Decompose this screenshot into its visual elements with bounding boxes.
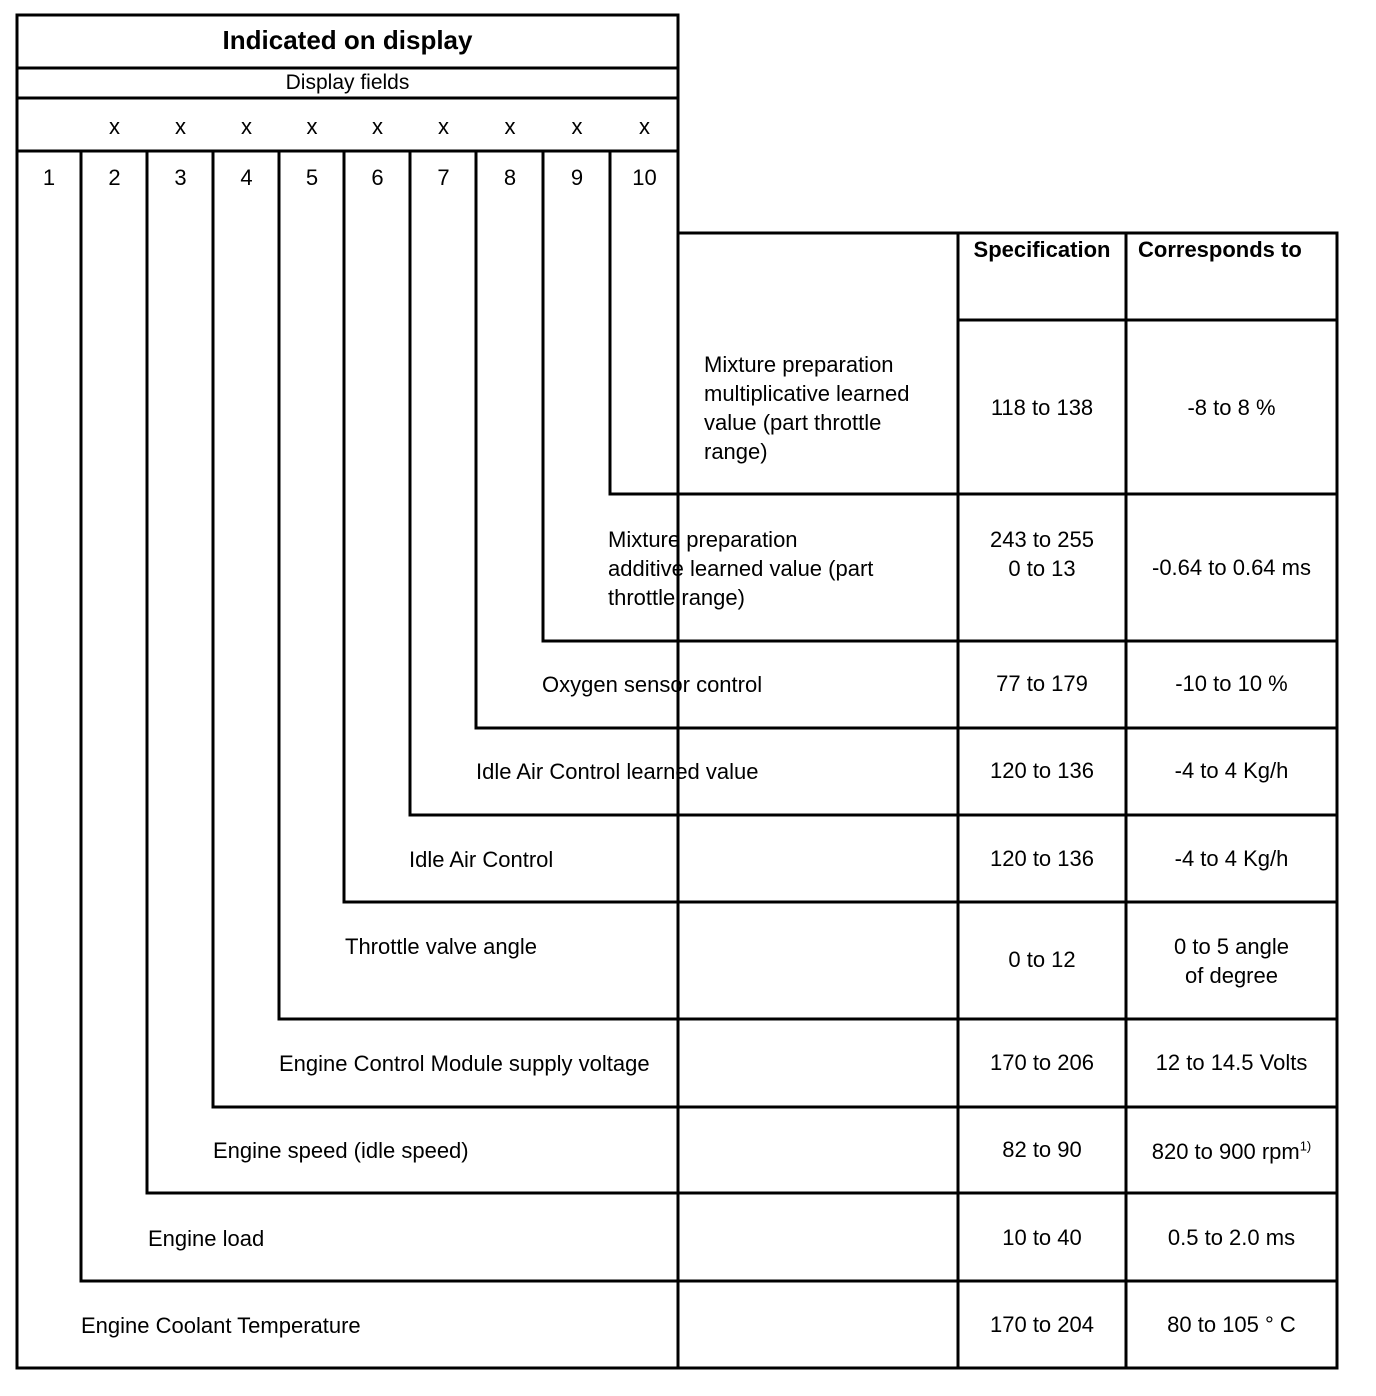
row-corresponds-cell	[1126, 1137, 1337, 1166]
display-mark: x	[372, 114, 383, 139]
field-number: 1	[42, 165, 56, 190]
row-label: Idle Air Control	[409, 847, 554, 872]
field-number: 7	[437, 165, 450, 190]
field-number: 3	[174, 165, 187, 190]
row-spec: 170 to 204	[990, 1312, 1094, 1337]
row-label: Oxygen sensor control	[542, 672, 763, 697]
display-mark: x	[438, 114, 449, 139]
row-label: Mixture preparation additive learned value (part throttle range)	[608, 527, 874, 610]
field-number: 8	[503, 165, 517, 190]
field-number: 4	[240, 165, 253, 190]
field-number: 10	[632, 165, 657, 190]
row-label: Engine speed (idle speed)	[213, 1138, 469, 1163]
display-mark: x	[306, 114, 318, 139]
display-fields-label: Display fields	[285, 71, 410, 94]
row-corresponds: 0.5 to 2.0 ms	[1167, 1225, 1296, 1250]
display-mark: x	[109, 114, 120, 139]
row-corresponds: -8 to 8 %	[1187, 395, 1276, 420]
row-spec: 170 to 206	[990, 1050, 1094, 1075]
row-spec: 120 to 136	[990, 758, 1094, 783]
row-spec: 77 to 179	[996, 671, 1088, 696]
row-spec: 82 to 90	[1002, 1137, 1082, 1162]
row-spec: 120 to 136	[990, 846, 1094, 871]
field-number: 6	[371, 165, 384, 190]
row-corresponds: -10 to 10 %	[1175, 671, 1288, 696]
row-label: Engine Control Module supply voltage	[279, 1051, 650, 1076]
row-label: Engine Coolant Temperature	[81, 1313, 361, 1338]
display-mark: x	[241, 114, 252, 139]
row-spec: 10 to 40	[1002, 1225, 1082, 1250]
row-corresponds: -4 to 4 Kg/h	[1174, 758, 1289, 783]
field-number: 9	[570, 165, 584, 190]
row-corresponds: -0.64 to 0.64 ms	[1152, 555, 1311, 580]
row-corresponds: 820 to 900 rpm	[1151, 1139, 1300, 1164]
row-corresponds: 80 to 105 ° C	[1167, 1312, 1296, 1337]
field-number: 5	[305, 165, 319, 190]
footnote-marker: 1)	[1299, 1138, 1312, 1154]
table-title: Indicated on display	[222, 25, 473, 55]
row-corresponds: 0 to 5 angle of degree	[1174, 934, 1289, 988]
display-mark: x	[504, 114, 516, 139]
display-mark: x	[639, 114, 650, 139]
row-label: Throttle valve angle	[345, 934, 537, 959]
row-spec: 0 to 12	[1008, 947, 1076, 972]
row-label: Engine load	[148, 1226, 265, 1251]
display-mark: x	[571, 114, 583, 139]
corresponds-to-header: Corresponds to	[1138, 237, 1302, 262]
row-spec: 118 to 138	[990, 395, 1094, 420]
row-label: Mixture preparation multiplicative learned value (part throttle range)	[704, 352, 910, 464]
specification-header: Specification	[973, 237, 1111, 262]
row-corresponds: -4 to 4 Kg/h	[1174, 846, 1289, 871]
row-spec: 243 to 255 0 to 13	[990, 527, 1094, 581]
row-corresponds: 12 to 14.5 Volts	[1155, 1050, 1308, 1075]
field-number: 2	[108, 165, 121, 190]
row-label: Idle Air Control learned value	[476, 759, 759, 784]
display-mark: x	[175, 114, 186, 139]
